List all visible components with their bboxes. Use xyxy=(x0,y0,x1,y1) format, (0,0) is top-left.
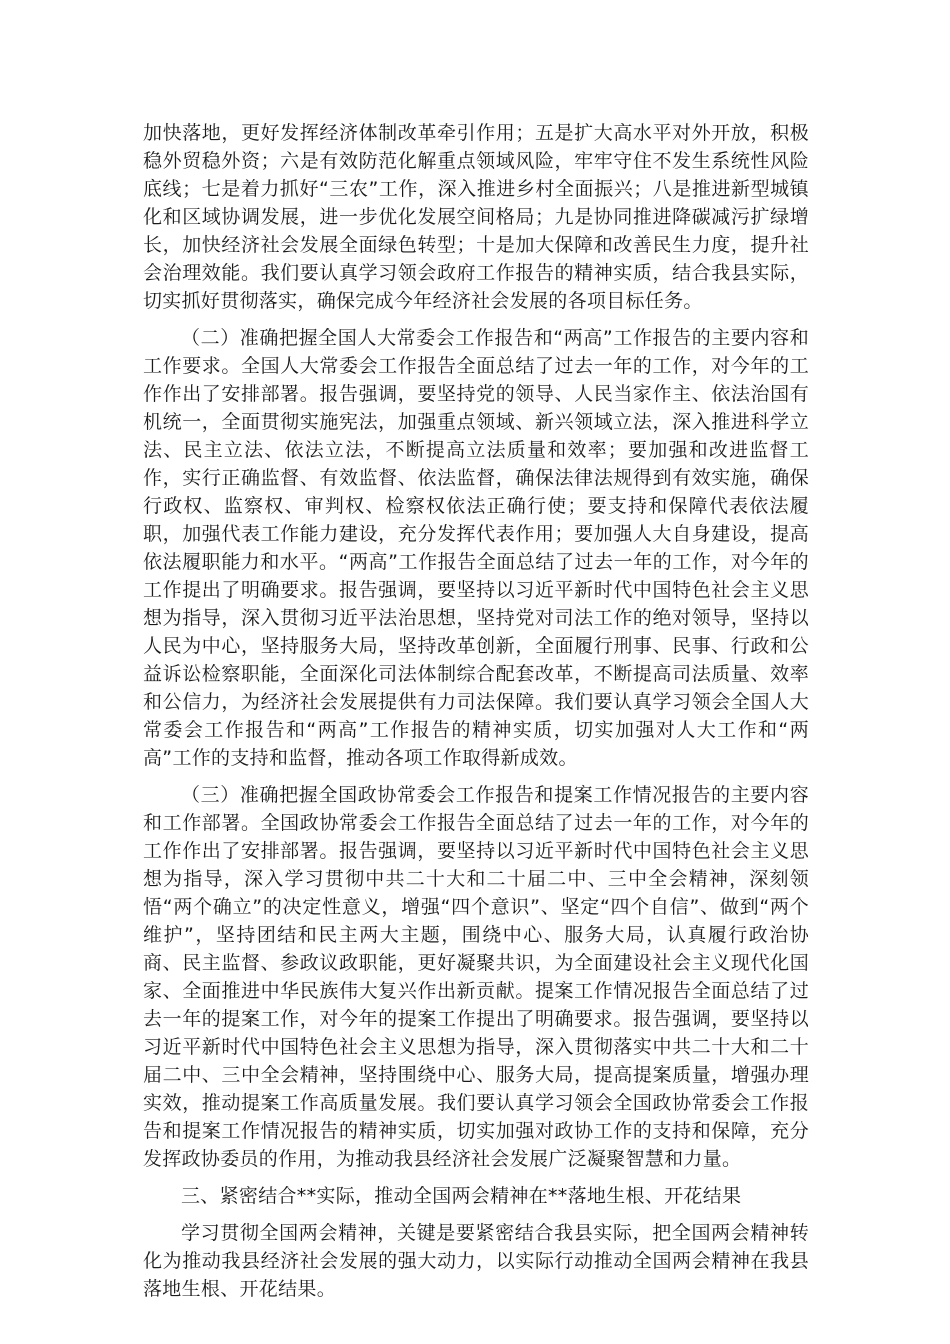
section-heading: 三、紧密结合**实际，推动全国两会精神在**落地生根、开花结果 xyxy=(181,1185,742,1207)
paragraph-closing: 学习贯彻全国两会精神，关键是要紧密结合我县实际，把全国两会精神转化为推动我县经济社会发展的强大动力，以实际行动推动全国两会精神在我县落地生根、开花结果。 xyxy=(143,1222,809,1300)
paragraph-continuation: 加快落地，更好发挥经济体制改革牵引作用；五是扩大高水平对外开放，积极稳外贸稳外资；六是有效防范化解重点领域风险，牢牢守住不发生系统性风险底线；七是着力抓好“三农”工作，深入推进乡村全面振兴；八是推进新型城镇化和区域协调发展，进一步优化发展空间格局；九是协同推进降碳减污扩绿增长，加快经济社会发展全面绿色转型；十是加大保障和改善民生力度，提升社会治理效能。我们要认真学习领会政府工作报告的精神实质，结合我县实际，切实抓好贯彻落实，确保完成今年经济社会发展的各项目标任务。 xyxy=(143,122,809,312)
paragraph-section-three: （三）准确把握全国政协常委会工作报告和提案工作情况报告的主要内容和工作部署。全国政协常委会工作报告全面总结了过去一年的工作，对今年的工作作出了安排部署。报告强调，要坚持以习近平新时代中国特色社会主义思想为指导，深入学习贯彻中共二十大和二十届二中、三中全会精神，深刻领悟“两个确立”的决定性意义，增强“四个意识”、坚定“四个自信”、做到“两个维护”，坚持团结和民主两大主题，围绕中心、服务大局，认真履行政治协商、民主监督、参政议政职能，更好凝聚共识，为全面建设社会主义现代化国家、全面推进中华民族伟大复兴作出新贡献。提案工作情况报告全面总结了过去一年的提案工作，对今年的提案工作提出了明确要求。报告强调，要坚持以习近平新时代中国特色社会主义思想为指导，深入贯彻落实中共二十大和二十届二中、三中全会精神，坚持围绕中心、服务大局，提高提案质量，增强办理实效，推动提案工作高质量发展。我们要认真学习领会全国政协常委会工作报告和提案工作情况报告的精神实质，切实加强对政协工作的支持和保障，充分发挥政协委员的作用，为推动我县经济社会发展广泛凝聚智慧和力量。 xyxy=(143,784,809,1170)
document-body xyxy=(143,119,809,1312)
paragraph-section-two: （二）准确把握全国人大常委会工作报告和“两高”工作报告的主要内容和工作要求。全国人大常委会工作报告全面总结了过去一年的工作，对今年的工作作出了安排部署。报告强调，要坚持党的领导、人民当家作主、依法治国有机统一，全面贯彻实施宪法，加强重点领域、新兴领域立法，深入推进科学立法、民主立法、依法立法，不断提高立法质量和效率；要加强和改进监督工作，实行正确监督、有效监督、依法监督，确保法律法规得到有效实施，确保行政权、监察权、审判权、检察权依法正确行使；要支持和保障代表依法履职，加强代表工作能力建设，充分发挥代表作用；要加强人大自身建设，提高依法履职能力和水平。“两高”工作报告全面总结了过去一年的工作，对今年的工作提出了明确要求。报告强调，要坚持以习近平新时代中国特色社会主义思想为指导，深入贯彻习近平法治思想，坚持党对司法工作的绝对领导，坚持以人民为中心，坚持服务大局，坚持改革创新，全面履行刑事、民事、行政和公益诉讼检察职能，全面深化司法体制综合配套改革，不断提高司法质量、效率和公信力，为经济社会发展提供有力司法保障。我们要认真学习领会全国人大常委会工作报告和“两高”工作报告的精神实质，切实加强对人大工作和“两高”工作的支持和监督，推动各项工作取得新成效。 xyxy=(143,327,809,769)
